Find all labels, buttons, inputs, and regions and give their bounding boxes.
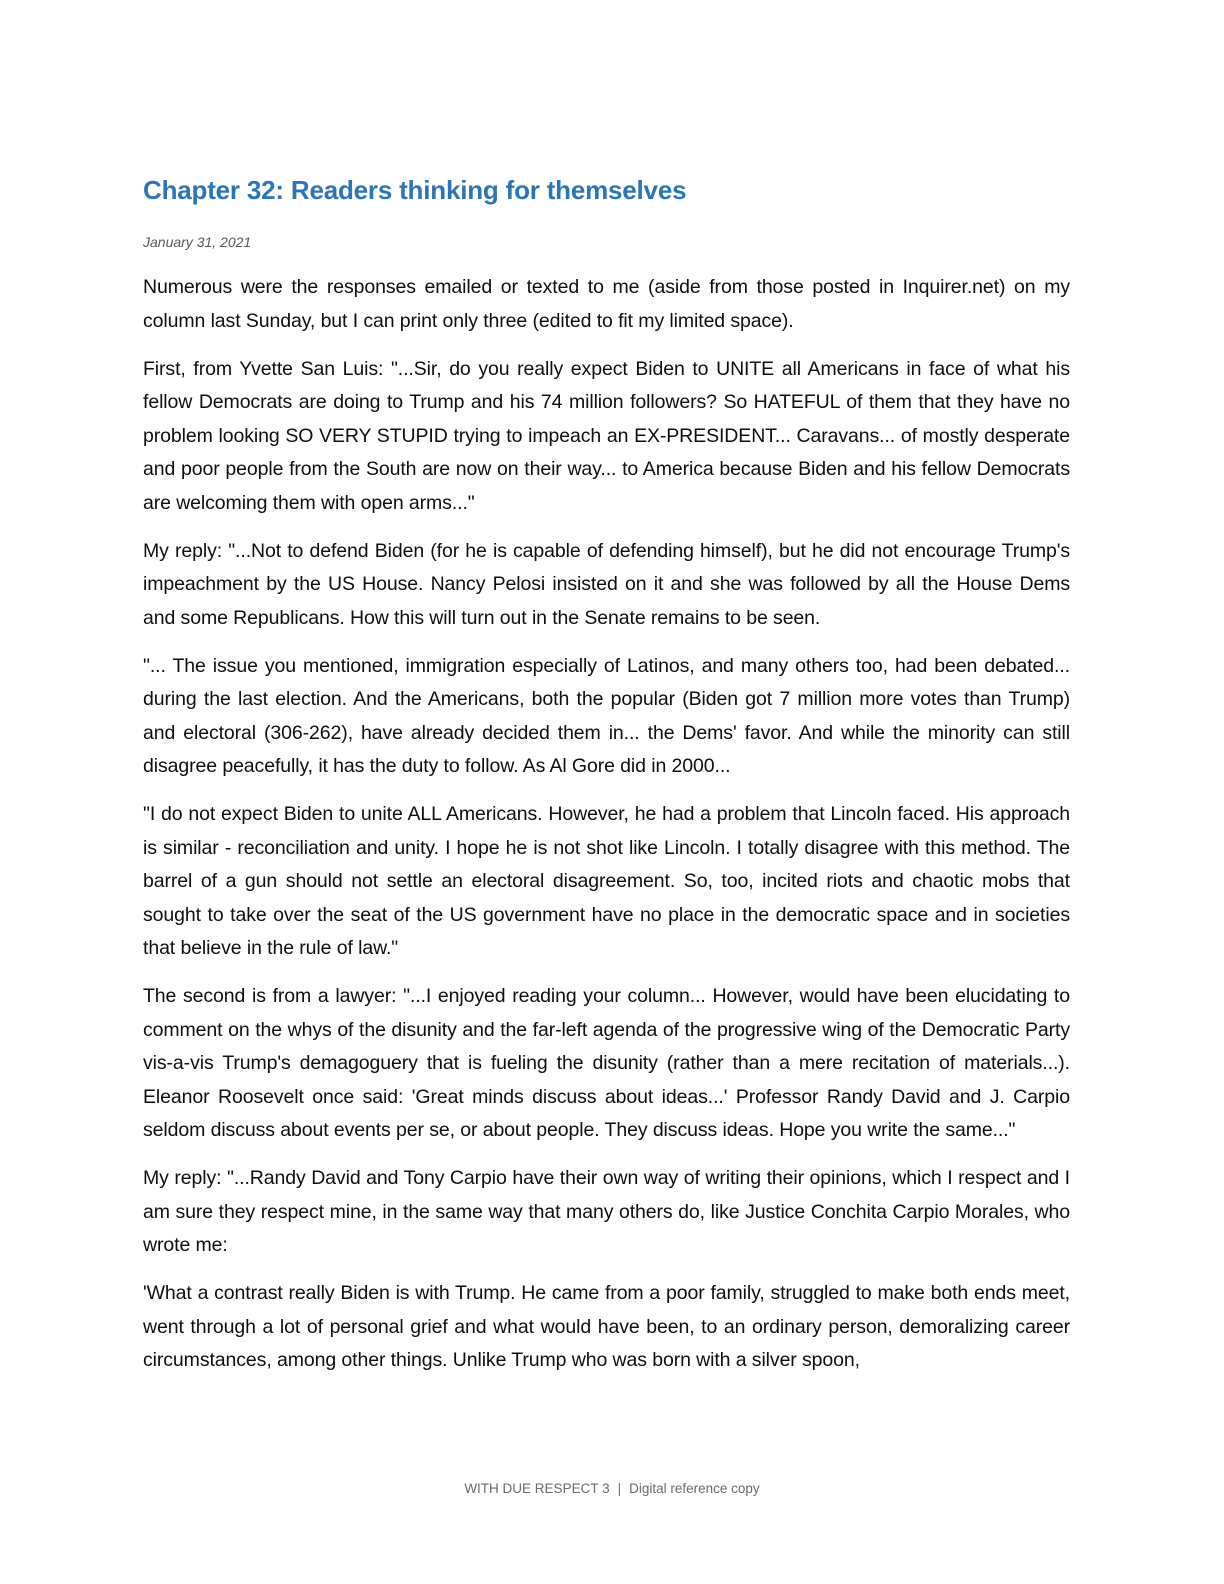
paragraph: "... The issue you mentioned, immigration especially of Latinos, and many others too, had been debated... during the last election. And the Americans, both the popular (Biden got 7 million more votes than Trump) and electoral (306-262), have already decided them in... the Dems' favor. And while the minority can still disagree peacefully, it has the duty to follow. As Al Gore did in 2000... <box>143 654 1070 777</box>
paragraph: "I do not expect Biden to unite ALL Americans. However, he had a problem that Lincoln faced. His approach is similar - reconciliation and unity. I hope he is not shot like Lincoln. I totally disagree with this method. The barrel of a gun should not settle an electoral disagreement. So, too, incited riots and chaotic mobs that sought to take over the seat of the US government have no place in the democratic space and in societies that believe in the rule of law." <box>143 803 1070 959</box>
footer-separator: | <box>617 1481 622 1496</box>
paragraph: First, from Yvette San Luis: "...Sir, do you really expect Biden to UNITE all Americans in face of what his fellow Democrats are doing to Trump and his 74 million followers? So HATEFUL of them that they have no problem looking SO VERY STUPID trying to impeach an EX-PRESIDENT... Caravans... of mostly desperate and poor people from the South are now on their way... to America because Biden and his fellow Democrats are welcoming them with open arms..." <box>143 357 1070 514</box>
footer-note: Digital reference copy <box>629 1481 760 1496</box>
page-footer <box>0 1479 1224 1499</box>
article-body <box>143 271 1070 1378</box>
paragraph: My reply: "...Not to defend Biden (for he is capable of defending himself), but he did not encourage Trump's impeachment by the US House. Nancy Pelosi insisted on it and she was followed by all the House Dems and some Republicans. How this will turn out in the Senate remains to be seen. <box>143 539 1070 629</box>
page-content <box>143 170 1070 1392</box>
paragraph: My reply: "...Randy David and Tony Carpio have their own way of writing their opinions, which I respect and I am sure they respect mine, in the same way that many others do, like Justice Conchita Carpio Morales, who wrote me: <box>143 1167 1070 1256</box>
paragraph: Numerous were the responses emailed or texted to me (aside from those posted in Inquirer.net) on my column last Sunday, but I can print only three (edited to fit my limited space). <box>143 276 1070 332</box>
chapter-title: Chapter 32: Readers thinking for themselves <box>143 175 687 205</box>
footer-book-title: WITH DUE RESPECT 3 <box>464 1481 610 1496</box>
paragraph: 'What a contrast really Biden is with Trump. He came from a poor family, struggled to make both ends meet, went through a lot of personal grief and what would have been, to an ordinary person, demoralizing career circumstances, among other things. Unlike Trump who was born with a silver spoon, <box>143 1282 1070 1371</box>
chapter-date: January 31, 2021 <box>143 234 252 250</box>
paragraph: The second is from a lawyer: "...I enjoyed reading your column... However, would have been elucidating to comment on the whys of the disunity and the far-left agenda of the progressive wing of the Democratic Party vis-a-vis Trump's demagoguery that is fueling the disunity (rather than a mere recitation of materials...). Eleanor Roosevelt once said: 'Great minds discuss about ideas...' Professor Randy David and J. Carpio seldom discuss about events per se, or about people. They discuss ideas. Hope you write the same..." <box>143 985 1070 1141</box>
